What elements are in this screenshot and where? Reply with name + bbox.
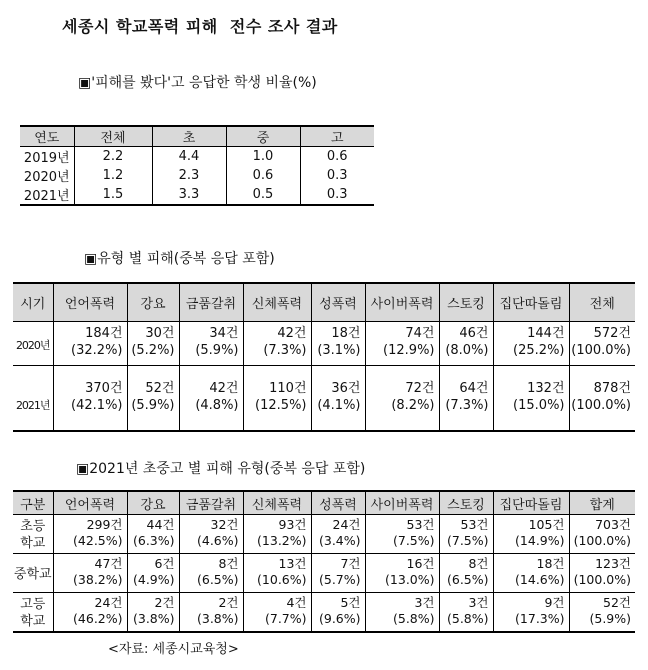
table-cell: 2021년 xyxy=(20,185,74,205)
table-cell xyxy=(179,554,243,593)
column-header: 성폭력 xyxy=(311,491,365,515)
table-cell xyxy=(493,554,569,593)
type-damage-table xyxy=(13,282,635,432)
count-value: 3건 xyxy=(468,595,489,610)
count-value: 72건 xyxy=(405,381,435,396)
percent-value: (7.5%) xyxy=(446,533,489,548)
percent-value: (12.5%) xyxy=(255,398,307,413)
count-value: 30건 xyxy=(145,326,175,341)
table-cell: 0.3 xyxy=(300,185,374,205)
table-cell: 1.5 xyxy=(74,185,152,205)
count-value: 52건 xyxy=(603,595,631,610)
count-value: 13건 xyxy=(278,556,307,571)
row-label xyxy=(13,554,53,593)
column-header: 구분 xyxy=(13,491,53,515)
percent-value: (32.2%) xyxy=(71,343,123,358)
column-header: 고 xyxy=(300,126,374,147)
row-label: 2020년 xyxy=(13,322,53,366)
table-cell: 0.3 xyxy=(300,166,374,185)
table-cell xyxy=(569,366,635,432)
table-row xyxy=(20,185,374,205)
percent-value: (3.8%) xyxy=(196,611,239,626)
count-value: 123건 xyxy=(595,556,631,571)
count-value: 42건 xyxy=(209,381,239,396)
table-cell xyxy=(243,554,311,593)
percent-value: (5.8%) xyxy=(446,611,489,626)
table-cell xyxy=(569,515,635,554)
table-cell xyxy=(311,593,365,633)
table-cell: 0.5 xyxy=(226,185,300,205)
count-value: 18건 xyxy=(536,556,565,571)
column-header: 사이버폭력 xyxy=(365,491,439,515)
table-row xyxy=(20,166,374,185)
row-label xyxy=(13,593,53,633)
percent-value: (13.0%) xyxy=(385,572,435,587)
table-cell xyxy=(365,322,439,366)
count-value: 46건 xyxy=(459,326,489,341)
count-value: 110건 xyxy=(269,381,307,396)
percent-value: (42.1%) xyxy=(71,398,123,413)
percent-value: (14.6%) xyxy=(515,572,565,587)
count-value: 703건 xyxy=(595,517,631,532)
table-cell xyxy=(53,322,127,366)
count-value: 53건 xyxy=(460,517,489,532)
section1-heading: ▣'피해를 봤다'고 응답한 학생 비율(%) xyxy=(78,75,317,91)
percent-value: (7.3%) xyxy=(263,343,307,358)
table-row xyxy=(20,147,374,167)
count-value: 8건 xyxy=(468,556,489,571)
percent-value: (3.4%) xyxy=(318,533,361,548)
column-header: 집단따돌림 xyxy=(493,283,569,322)
table-cell xyxy=(365,593,439,633)
table-cell xyxy=(493,515,569,554)
percent-value: (100.0%) xyxy=(571,343,631,358)
column-header: 언어폭력 xyxy=(53,283,127,322)
percent-value: (15.0%) xyxy=(513,398,565,413)
row-label: 2021년 xyxy=(13,366,53,432)
count-value: 18건 xyxy=(331,326,361,341)
percent-value: (4.6%) xyxy=(196,533,239,548)
table-cell xyxy=(439,554,493,593)
count-value: 24건 xyxy=(332,517,361,532)
row-label-line: 학교 xyxy=(20,614,46,629)
percent-value: (9.6%) xyxy=(318,611,361,626)
table-header-row xyxy=(13,491,635,515)
table-cell xyxy=(439,593,493,633)
column-header: 전체 xyxy=(74,126,152,147)
table-cell xyxy=(493,322,569,366)
table-cell xyxy=(493,593,569,633)
table-cell xyxy=(179,515,243,554)
percent-value: (42.5%) xyxy=(73,533,123,548)
count-value: 34건 xyxy=(209,326,239,341)
table-row xyxy=(13,593,635,633)
table-cell xyxy=(243,322,311,366)
count-value: 64건 xyxy=(459,381,489,396)
percent-value: (14.9%) xyxy=(515,533,565,548)
table-cell xyxy=(179,593,243,633)
table-cell xyxy=(311,322,365,366)
column-header: 금품갈취 xyxy=(179,283,243,322)
table-cell xyxy=(243,366,311,432)
count-value: 6건 xyxy=(154,556,175,571)
column-header: 연도 xyxy=(20,126,74,147)
column-header: 중 xyxy=(226,126,300,147)
column-header: 신체폭력 xyxy=(243,283,311,322)
table-cell xyxy=(179,322,243,366)
row-label-line: 중학교 xyxy=(13,566,52,582)
count-value: 4건 xyxy=(286,595,307,610)
table-cell xyxy=(127,593,179,633)
count-value: 2건 xyxy=(218,595,239,610)
percent-value: (100.0%) xyxy=(573,572,631,587)
table-header-row xyxy=(13,283,635,322)
table-cell xyxy=(53,593,127,633)
table-cell xyxy=(127,322,179,366)
count-value: 184건 xyxy=(85,326,123,341)
percent-value: (46.2%) xyxy=(73,611,123,626)
table-row xyxy=(13,366,635,432)
column-header: 시기 xyxy=(13,283,53,322)
percent-value: (7.3%) xyxy=(445,398,489,413)
percent-value: (4.9%) xyxy=(132,572,175,587)
table-cell xyxy=(53,515,127,554)
count-value: 299건 xyxy=(86,517,123,532)
table-cell xyxy=(439,515,493,554)
table-cell xyxy=(243,515,311,554)
section3-heading: ▣2021년 초중고 별 피해 유형(중복 응답 포함) xyxy=(76,461,366,477)
percent-value: (25.2%) xyxy=(513,343,565,358)
table-cell xyxy=(311,554,365,593)
count-value: 44건 xyxy=(146,517,175,532)
count-value: 53건 xyxy=(406,517,435,532)
table-cell xyxy=(53,366,127,432)
column-header: 금품갈취 xyxy=(179,491,243,515)
column-header: 성폭력 xyxy=(311,283,365,322)
table-cell xyxy=(569,322,635,366)
percent-value: (10.6%) xyxy=(257,572,307,587)
table-cell: 2.3 xyxy=(152,166,226,185)
percent-value: (7.7%) xyxy=(264,611,307,626)
percent-value: (7.5%) xyxy=(392,533,435,548)
table-cell xyxy=(365,554,439,593)
count-value: 47건 xyxy=(94,556,123,571)
count-value: 8건 xyxy=(218,556,239,571)
row-label-line: 초등 xyxy=(20,519,46,534)
page-title: 세종시 학교폭력 피해 전수 조사 결과 xyxy=(62,17,338,36)
count-value: 144건 xyxy=(527,326,565,341)
percent-value: (5.9%) xyxy=(195,343,239,358)
percent-value: (8.0%) xyxy=(445,343,489,358)
row-label-line: 고등 xyxy=(20,597,46,612)
count-value: 52건 xyxy=(145,381,175,396)
source-note: <자료: 세종시교육청> xyxy=(108,642,239,657)
table-row xyxy=(13,515,635,554)
count-value: 42건 xyxy=(277,326,307,341)
table-cell xyxy=(127,515,179,554)
count-value: 572건 xyxy=(593,326,631,341)
table-cell xyxy=(179,366,243,432)
table-cell xyxy=(311,515,365,554)
table-cell: 2020년 xyxy=(23,170,70,185)
count-value: 93건 xyxy=(278,517,307,532)
count-value: 3건 xyxy=(414,595,435,610)
count-value: 370건 xyxy=(85,381,123,396)
table-cell xyxy=(53,554,127,593)
percent-value: (100.0%) xyxy=(573,533,631,548)
table-cell: 0.6 xyxy=(226,166,300,185)
count-value: 5건 xyxy=(340,595,361,610)
table-row xyxy=(13,554,635,593)
table-header-row xyxy=(20,126,374,147)
percent-value: (5.9%) xyxy=(131,398,175,413)
percent-value: (3.8%) xyxy=(132,611,175,626)
count-value: 32건 xyxy=(210,517,239,532)
column-header: 사이버폭력 xyxy=(365,283,439,322)
table-cell xyxy=(439,322,493,366)
count-value: 2건 xyxy=(154,595,175,610)
count-value: 105건 xyxy=(528,517,565,532)
table-cell: 1.2 xyxy=(74,166,152,185)
column-header: 스토킹 xyxy=(439,491,493,515)
percent-value: (4.1%) xyxy=(317,398,361,413)
count-value: 7건 xyxy=(340,556,361,571)
percent-value: (6.5%) xyxy=(196,572,239,587)
table-cell xyxy=(365,366,439,432)
table-cell xyxy=(311,366,365,432)
percent-value: (8.2%) xyxy=(391,398,435,413)
table-cell xyxy=(365,515,439,554)
table-cell xyxy=(569,554,635,593)
percent-value: (100.0%) xyxy=(571,398,631,413)
column-header: 스토킹 xyxy=(439,283,493,322)
table-cell xyxy=(127,554,179,593)
count-value: 9건 xyxy=(544,595,565,610)
percent-value: (3.1%) xyxy=(317,343,361,358)
section2-heading: ▣유형 별 피해(중복 응답 포함) xyxy=(84,251,275,267)
percent-value: (5.2%) xyxy=(131,343,175,358)
percent-value: (5.7%) xyxy=(318,572,361,587)
table-cell: 0.6 xyxy=(300,147,374,167)
count-value: 16건 xyxy=(406,556,435,571)
column-header: 신체폭력 xyxy=(243,491,311,515)
table-cell: 4.4 xyxy=(152,147,226,167)
column-header: 전체 xyxy=(569,283,635,322)
table-row xyxy=(13,322,635,366)
row-label xyxy=(13,515,53,554)
column-header: 언어폭력 xyxy=(53,491,127,515)
school-level-table xyxy=(13,490,635,633)
percent-value: (5.8%) xyxy=(392,611,435,626)
row-label-line: 학교 xyxy=(20,536,46,551)
column-header: 강요 xyxy=(127,491,179,515)
table-cell: 2019년 xyxy=(23,151,70,166)
table-cell: 2.2 xyxy=(74,147,152,167)
percent-value: (4.8%) xyxy=(195,398,239,413)
table-cell xyxy=(569,593,635,633)
table-cell xyxy=(127,366,179,432)
percent-value: (38.2%) xyxy=(73,572,123,587)
column-header: 강요 xyxy=(127,283,179,322)
table-cell: 1.0 xyxy=(226,147,300,167)
table-cell xyxy=(493,366,569,432)
column-header: 초 xyxy=(152,126,226,147)
count-value: 132건 xyxy=(527,381,565,396)
percent-value: (13.2%) xyxy=(257,533,307,548)
percent-value: (12.9%) xyxy=(383,343,435,358)
table-cell: 3.3 xyxy=(152,185,226,205)
count-value: 24건 xyxy=(94,595,123,610)
victim-rate-table xyxy=(20,125,374,206)
count-value: 878건 xyxy=(593,381,631,396)
percent-value: (17.3%) xyxy=(515,611,565,626)
table-cell xyxy=(243,593,311,633)
column-header: 집단따돌림 xyxy=(493,491,569,515)
count-value: 36건 xyxy=(331,381,361,396)
percent-value: (6.3%) xyxy=(132,533,175,548)
column-header: 합계 xyxy=(569,491,635,515)
count-value: 74건 xyxy=(405,326,435,341)
table-cell xyxy=(439,366,493,432)
percent-value: (5.9%) xyxy=(589,611,631,626)
percent-value: (6.5%) xyxy=(446,572,489,587)
